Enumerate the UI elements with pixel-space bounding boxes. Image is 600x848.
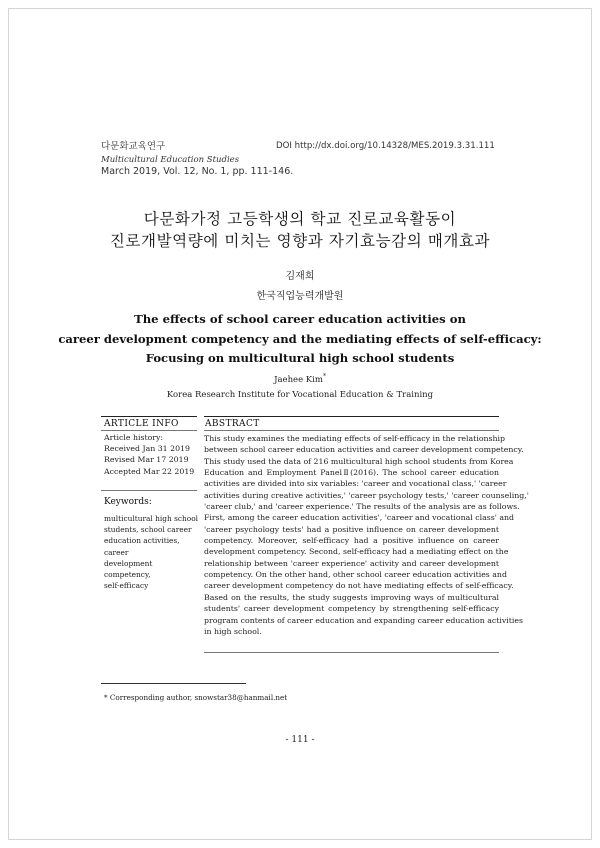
abstract-line: students' career development competency by strengthening self-efficacy: [204, 604, 499, 614]
page-number: - 111 -: [285, 735, 315, 745]
english-title-line: career development competency and the mediating effects of self-efficacy:: [58, 331, 542, 346]
corresponding-author-mark: *: [322, 373, 326, 380]
abstract-line: career development competency do not have mediating effects of self-efficacy.: [204, 581, 514, 591]
abstract-line: relationship between 'career experience' activity and career development: [204, 558, 499, 568]
abstract-line: activities during creative activities,' 'career psychology tests,' 'career counseling,': [204, 490, 529, 500]
journal-name-english: Multicultural Education Studies: [101, 154, 240, 165]
keywords-rule: [101, 490, 197, 491]
english-affiliation: Korea Research Institute for Vocational Education & Training: [166, 390, 434, 400]
abstract-line: First, among the career education activities', 'career and vocational class' and: [204, 513, 515, 523]
abstract-line: Based on the results, the study suggests improving ways of multicultural: [204, 592, 499, 602]
abstract-line: activities are divided into six variables: 'career and vocational class,' 'career: [204, 479, 507, 489]
article-info-rule: [101, 430, 197, 431]
keyword-line: multicultural high school: [104, 514, 199, 523]
doi-link[interactable]: DOI http://dx.doi.org/10.14328/MES.2019.3.31.111: [276, 141, 495, 151]
received-date: Received Jan 31 2019: [104, 444, 190, 454]
abstract-rule: [204, 430, 499, 431]
keyword-line: education activities, career: [104, 536, 180, 557]
journal-header: [101, 141, 293, 179]
keywords-heading: Keywords:: [104, 497, 152, 507]
keywords-list: [104, 513, 200, 591]
revised-date: Revised Mar 17 2019: [104, 455, 189, 465]
article-info-heading: ARTICLE INFO: [104, 419, 179, 429]
article-history: [104, 432, 194, 477]
journal-issue: March 2019, Vol. 12, No. 1, pp. 111-146.: [101, 166, 294, 177]
footnote-rule: [101, 683, 246, 684]
keyword-line: self-efficacy: [104, 581, 149, 591]
abstract-line: This study examines the mediating effects of self-efficacy in the relationship: [204, 434, 506, 443]
abstract-line: development competency. Second, self-efficacy had a mediating effect on the: [204, 547, 509, 557]
footnote: * Corresponding author, snowstar38@hanmail.net: [104, 693, 288, 702]
korean-author: 김재희: [285, 271, 315, 282]
english-title: [40, 310, 560, 369]
abstract-line: competency. On the other hand, other school career education activities and: [204, 570, 507, 580]
english-title-line: The effects of school career education activities on: [134, 312, 466, 326]
page-border: [8, 8, 592, 840]
abstract-line: This study used the data of 216 multicultural high school students from Korea: [204, 456, 514, 466]
author-name: Jaehee Kim: [274, 374, 323, 385]
english-title-line: Focusing on multicultural high school students: [145, 351, 455, 365]
abstract-line: in high school.: [204, 626, 262, 636]
korean-title-line: 다문화가정 고등학생의 학교 진로교육활동이: [143, 210, 457, 228]
abstract-top-rule: [204, 416, 499, 417]
abstract-heading: ABSTRACT: [205, 419, 260, 429]
article-info-top-rule: [101, 416, 197, 417]
korean-affiliation: 한국직업능력개발원: [256, 291, 344, 302]
korean-title-line: 진로개발역량에 미치는 영향과 자기효능감의 매개효과: [109, 232, 491, 250]
abstract-line: Education and Employment PanelⅡ(2016). The school career education: [204, 468, 499, 478]
abstract-body: [204, 433, 529, 637]
abstract-line: 'career club,' and 'career experience.' The results of the analysis are as follows.: [204, 502, 520, 512]
abstract-line: 'career psychology tests' had a positive influence on career development: [204, 524, 499, 534]
abstract-line: between school career education activities and career development competency.: [204, 445, 524, 455]
english-author: [0, 373, 600, 385]
history-label: Article history:: [104, 433, 164, 442]
korean-title: [60, 208, 540, 252]
abstract-bottom-rule: [204, 652, 499, 653]
keyword-line: students, school career: [104, 525, 192, 535]
keyword-line: development competency,: [104, 558, 153, 580]
accepted-date: Accepted Mar 22 2019: [104, 466, 195, 476]
abstract-line: competency. Moreover, self-efficacy had a positive influence on career: [204, 536, 499, 546]
journal-name-korean: 다문화교육연구: [101, 141, 166, 152]
abstract-line: program contents of career education and expanding career education activities: [204, 615, 524, 625]
